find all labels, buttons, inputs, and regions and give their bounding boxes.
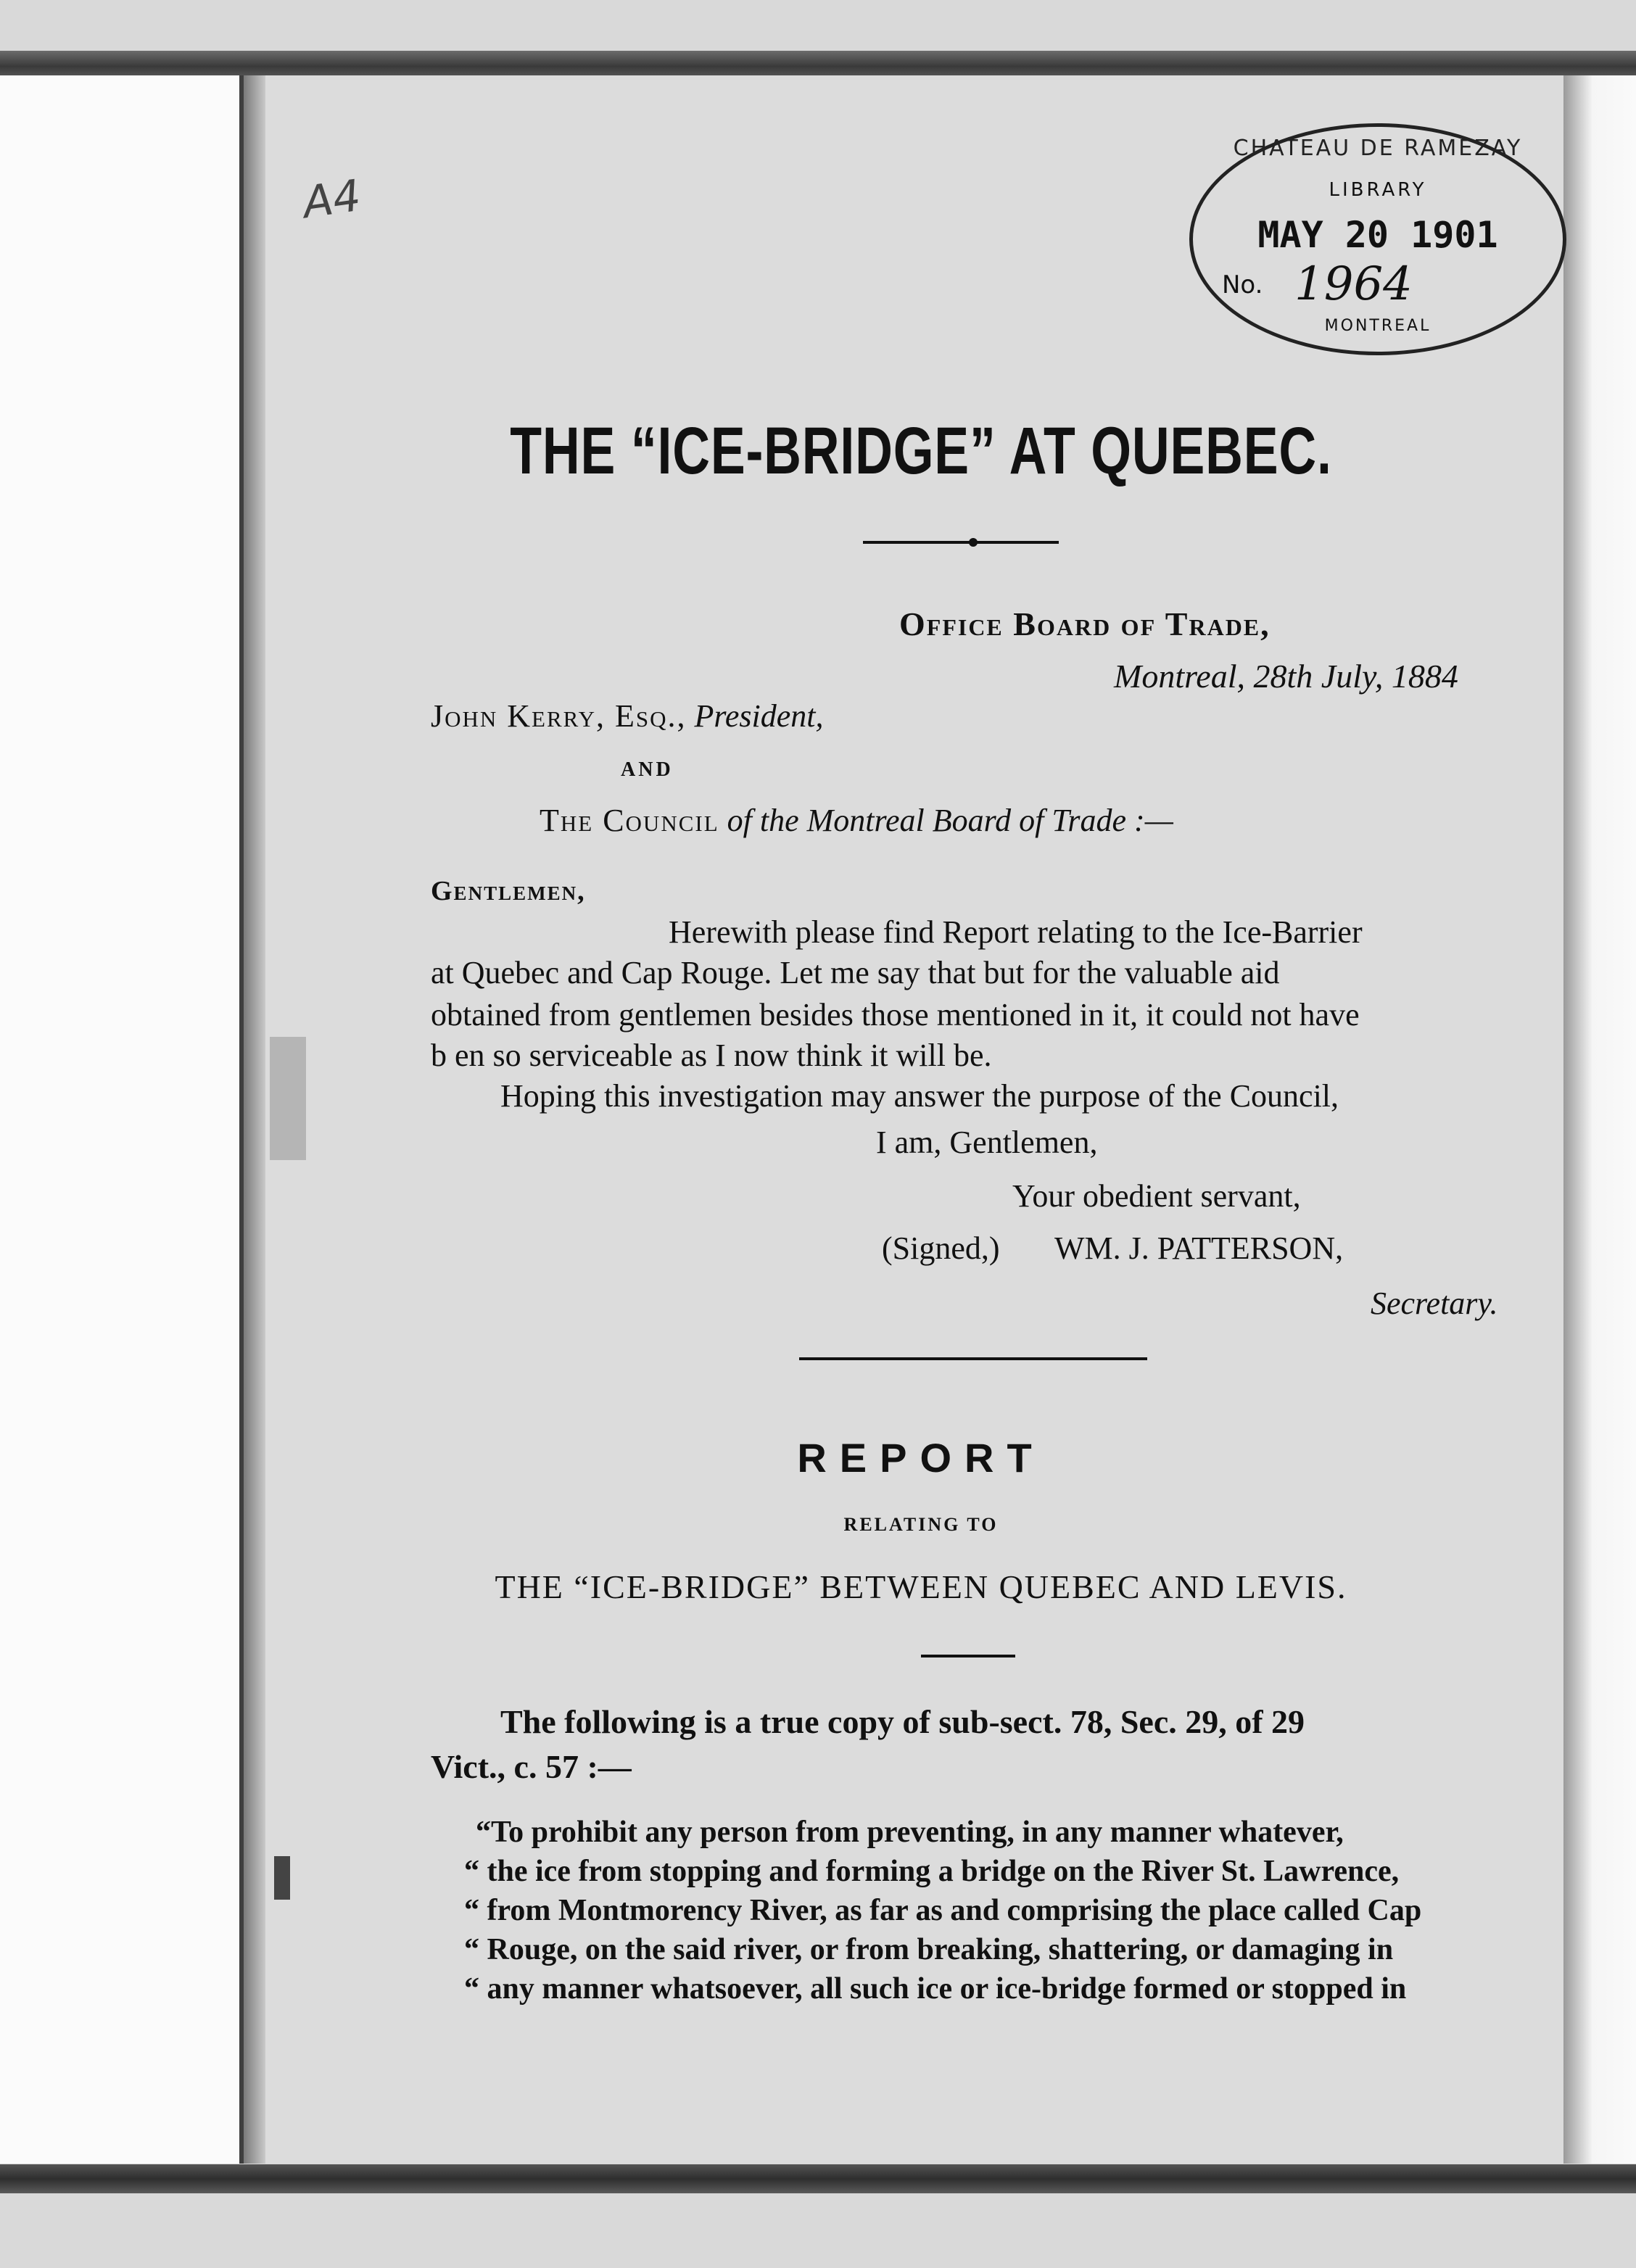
- letter-body-line: Herewith please find Report relating to the Ice-Barrier: [669, 914, 1363, 950]
- page-gutter-shadow: [244, 75, 265, 2164]
- addressee-title: President,: [694, 698, 824, 734]
- report-subtitle: THE “ICE-BRIDGE” BETWEEN QUEBEC AND LEVIS.: [495, 1568, 1347, 1605]
- section-divider: [799, 1357, 1147, 1360]
- title-rule-ornament: [969, 538, 978, 547]
- gutter-dark-mark: [274, 1856, 290, 1900]
- title-rule: [863, 541, 1059, 544]
- statute-quote-line: “ the ice from stopping and forming a bridge on the River St. Lawrence,: [464, 1855, 1400, 1888]
- letter-closing: I am, Gentlemen,: [876, 1125, 1098, 1160]
- statute-quote-line: “To prohibit any person from preventing, in any manner whatever,: [476, 1816, 1344, 1849]
- library-stamp: [1189, 123, 1566, 355]
- subtitle-rule: [921, 1655, 1015, 1657]
- council-name: The Council: [540, 803, 719, 838]
- letter-salutation: Gentlemen,: [431, 876, 586, 906]
- statute-quote-line: “ any manner whatsoever, all such ice or ice-bridge formed or stopped in: [464, 1972, 1407, 2006]
- stamp-date: MAY 20 1901: [1257, 214, 1498, 256]
- letter-body-line: Hoping this investigation may answer the purpose of the Council,: [500, 1078, 1339, 1114]
- letter-dateline: Montreal, 28th July, 1884: [1114, 658, 1458, 695]
- letter-addressee: [431, 700, 824, 732]
- binding-top-strip: [0, 51, 1636, 77]
- report-heading: REPORT: [797, 1435, 1045, 1481]
- report-intro-line: The following is a true copy of sub-sect. 78, Sec. 29, of 29: [500, 1703, 1305, 1740]
- letter-body-line: b en so serviceable as I now think it will be.: [431, 1038, 992, 1073]
- letter-council: [540, 805, 1173, 837]
- stamp-number-label: No.: [1222, 270, 1263, 299]
- letter-body-line: at Quebec and Cap Rouge. Let me say that but for the valuable aid: [431, 955, 1280, 990]
- council-board: of the Montreal Board of Trade :—: [727, 803, 1173, 838]
- letter-signed: (Signed,): [882, 1230, 1000, 1266]
- stamp-library-label: LIBRARY: [1329, 179, 1427, 201]
- statute-quote-line: “ from Montmorency River, as far as and comprising the place called Cap: [464, 1894, 1422, 1927]
- letter-closing: Your obedient servant,: [1012, 1178, 1301, 1214]
- report-relating: RELATING TO: [843, 1514, 999, 1535]
- report-intro-line: Vict., c. 57 :—: [431, 1748, 632, 1785]
- stamp-city: MONTREAL: [1324, 317, 1432, 335]
- statute-quote-line: “ Rouge, on the said river, or from breaking, shattering, or damaging in: [464, 1933, 1394, 1966]
- letter-signatory: WM. J. PATTERSON,: [1054, 1230, 1344, 1266]
- document-page: [265, 75, 1563, 2164]
- letter-body-line: obtained from gentlemen besides those mentioned in it, it could not have: [431, 997, 1360, 1032]
- binding-bottom-strip: [0, 2164, 1636, 2193]
- blank-left-leaf: [0, 75, 244, 2164]
- gutter-tape-mark: [270, 1037, 306, 1160]
- addressee-name: John Kerry, Esq.,: [431, 698, 687, 734]
- document-title: THE “ICE-BRIDGE” AT QUEBEC.: [510, 414, 1332, 488]
- letter-role: Secretary.: [1371, 1286, 1498, 1321]
- stamp-ring-text: CHATEAU DE RAMEZAY: [1233, 136, 1523, 161]
- letter-and: AND: [621, 758, 674, 781]
- pencil-annotation: A4: [299, 170, 364, 229]
- stamp-handwritten-number: 1964: [1294, 257, 1413, 311]
- page-right-edge: [1563, 75, 1636, 2164]
- letter-office: Office Board of Trade,: [899, 605, 1271, 642]
